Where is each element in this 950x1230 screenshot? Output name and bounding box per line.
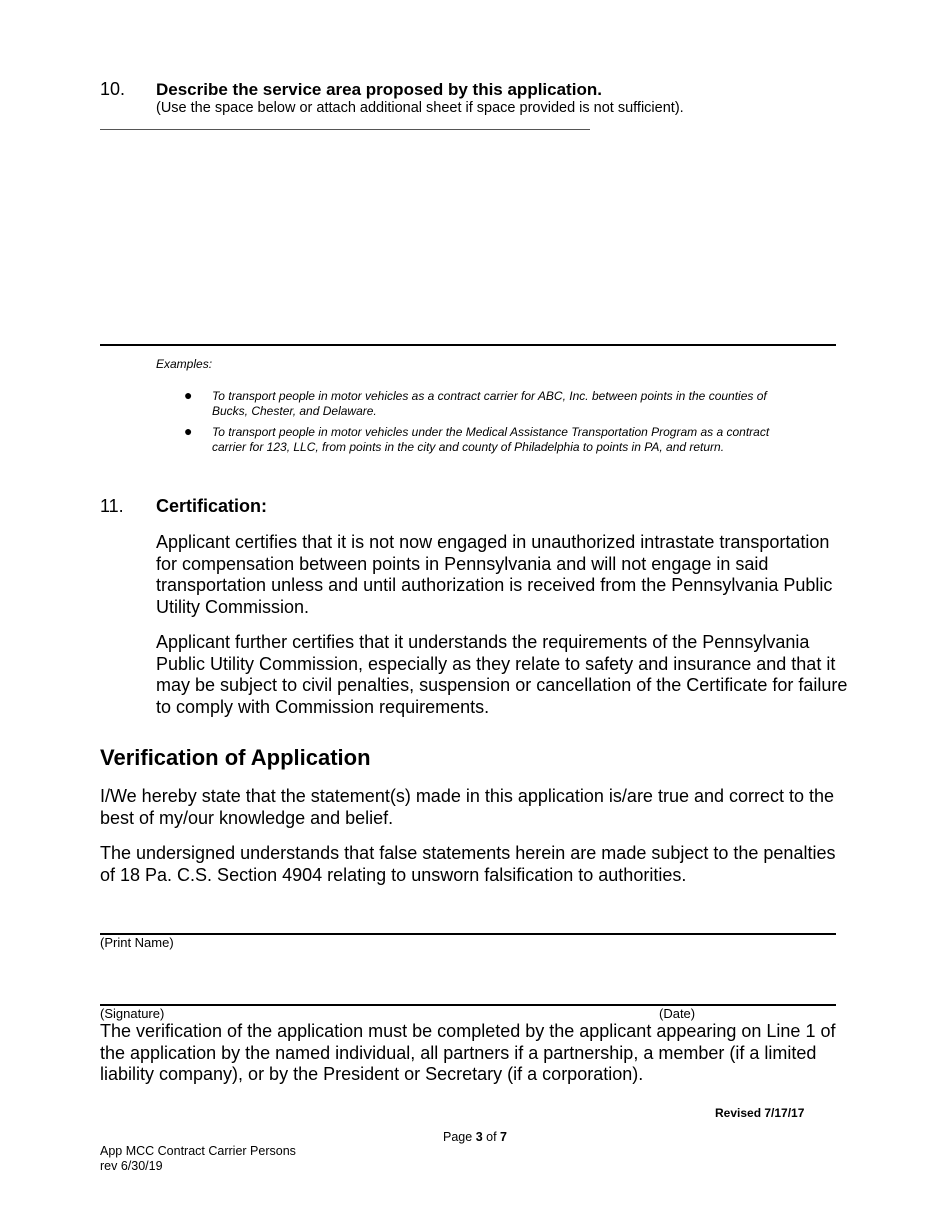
verification-title: Verification of Application [100, 745, 371, 770]
question-10-number: 10. [100, 79, 126, 99]
signature-line [100, 1004, 836, 1006]
verification-note: The verification of the application must be completed by the applicant appearing on Line 1 of the application by the named individual, all partners if a partnership, a member (if a limited liability company), or by the President or Secretary (if a corporation). [100, 1021, 836, 1084]
example-item: To transport people in motor vehicles as a contract carrier for ABC, Inc. between points in the counties of Bucks, Chester, and Delaware. [212, 389, 767, 418]
example-item: To transport people in motor vehicles under the Medical Assistance Transportation Program as a contract carrier for 123, LLC, from points in the city and county of Philadelphia to points in PA, and return. [212, 425, 770, 454]
verification-paragraph: I/We hereby state that the statement(s) made in this application is/are true and correct to the best of my/our knowledge and belief. [100, 786, 835, 828]
print-name-input[interactable] [100, 906, 836, 932]
bullet-icon: ● [184, 387, 193, 403]
examples-label: Examples: [156, 357, 213, 371]
page-of: of [486, 1130, 497, 1144]
service-area-input[interactable] [100, 134, 836, 340]
date-label: (Date) [659, 1006, 696, 1021]
date-input[interactable] [658, 976, 836, 1002]
page-total: 7 [500, 1130, 507, 1144]
question-11-number: 11. [100, 496, 124, 516]
form-revision: rev 6/30/19 [100, 1159, 163, 1173]
certification-paragraph: Applicant certifies that it is not now engaged in unauthorized intrastate transportation for compensation between points in Pennsylvania and will not engage in said transportation unless and until authorization is received from the Pennsylvania Public Utility Commission. [156, 532, 833, 617]
question-10-instructions: (Use the space below or attach additional sheet if space provided is not sufficient). [156, 100, 684, 116]
revised-date: Revised 7/17/17 [715, 1106, 805, 1120]
bullet-icon: ● [184, 423, 193, 439]
print-name-line [100, 933, 836, 935]
certification-paragraph: Applicant further certifies that it understands the requirements of the Pennsylvania Public Utility Commission, especially as they relate to safety and insurance and that it may be subject to civil penalties, suspension or cancellation of the Certificate for failure to comply with Commission requirements. [156, 632, 848, 717]
signature-label: (Signature) [100, 1006, 165, 1021]
page-current: 3 [475, 1130, 483, 1144]
short-divider [100, 129, 590, 130]
certification-title: Certification: [156, 496, 268, 516]
form-name: App MCC Contract Carrier Persons [100, 1144, 296, 1158]
page-prefix: Page [443, 1130, 473, 1144]
question-10-title: Describe the service area proposed by this application. [156, 80, 602, 99]
page-number [443, 1130, 507, 1145]
print-name-label: (Print Name) [100, 935, 174, 950]
signature-input[interactable] [100, 976, 650, 1002]
service-area-bottom-line [100, 344, 836, 346]
verification-paragraph: The undersigned understands that false statements herein are made subject to the penalties of 18 Pa. C.S. Section 4904 relating to unsworn falsification to authorities. [100, 843, 836, 885]
